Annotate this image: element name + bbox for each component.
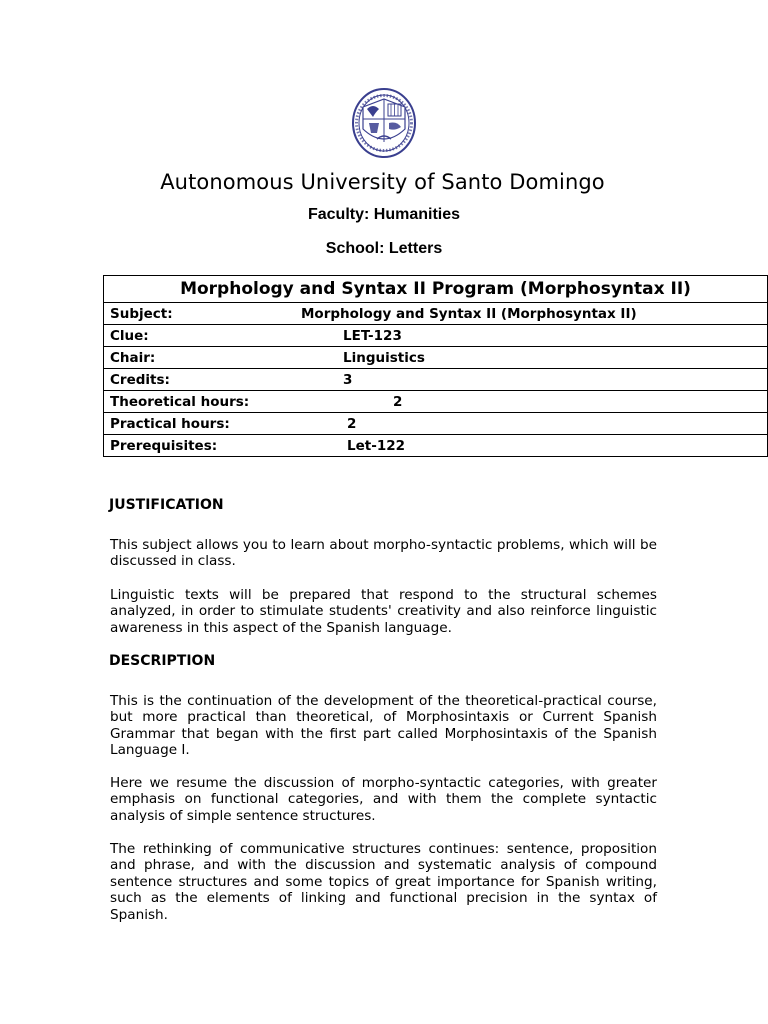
description-heading: DESCRIPTION: [109, 653, 216, 669]
row-value: Morphology and Syntax II (Morphosyntax II): [301, 306, 637, 322]
table-cell: [104, 391, 768, 413]
table-cell: [104, 413, 768, 435]
university-name-text: Autonomous University of Santo Domingo: [160, 170, 605, 194]
faculty-label: Faculty: Humanities: [307, 206, 461, 223]
justification-paragraph-1: This subject allows you to learn about morpho-syntactic problems, which will be discussed in class.: [110, 537, 657, 570]
table-cell: [104, 435, 768, 457]
university-name: [0, 170, 768, 194]
table-header-row: [104, 276, 768, 303]
description-paragraph-1: This is the continuation of the development of the theoretical-practical course, but more practical than theoretical, of Morphosintaxis or Current Spanish Grammar that began with the first part called Morphosintaxis of the Spanish Language I.: [110, 693, 657, 759]
table-cell: [104, 369, 768, 391]
table-row: [104, 435, 768, 457]
table-row: [104, 303, 768, 325]
row-value: Let-122: [347, 438, 405, 454]
row-value: Linguistics: [343, 350, 425, 366]
table-cell: [104, 303, 768, 325]
row-label: Chair:: [110, 349, 156, 366]
row-label: Credits:: [110, 371, 170, 388]
table-row: [104, 391, 768, 413]
table-row: [104, 347, 768, 369]
row-label: Prerequisites:: [110, 437, 218, 454]
row-label: Practical hours:: [110, 415, 230, 432]
row-label: Subject:: [110, 305, 173, 322]
row-value: 2: [393, 394, 403, 410]
row-value: 2: [347, 416, 357, 432]
description-paragraph-3: The rethinking of communicative structures continues: sentence, proposition and phrase, and with the discussion and systematic analysis of compound sentence structures and some topics of great importance for Spanish writing, such as the elements of linking and functional precision in the syntax of Spanish.: [110, 841, 657, 923]
program-info-table: [103, 275, 768, 457]
program-title: Morphology and Syntax II Program (Morphosyntax II): [104, 276, 768, 303]
table-row: [104, 369, 768, 391]
description-paragraph-2: Here we resume the discussion of morpho-syntactic categories, with greater emphasis on functional categories, and with them the complete syntactic analysis of simple sentence structures.: [110, 775, 657, 824]
row-label: Clue:: [110, 327, 149, 344]
row-value: LET-123: [343, 328, 402, 344]
table-row: [104, 325, 768, 347]
table-cell: [104, 325, 768, 347]
justification-paragraph-2: Linguistic texts will be prepared that respond to the structural schemes analyzed, in order to stimulate students' creativity and also reinforce linguistic awareness in this aspect of the Spanish language.: [110, 587, 657, 636]
row-value: 3: [343, 372, 353, 388]
table-cell: [104, 347, 768, 369]
table-row: [104, 413, 768, 435]
university-seal-icon: [351, 87, 417, 159]
row-label: Theoretical hours:: [110, 393, 250, 410]
justification-heading: JUSTIFICATION: [109, 497, 224, 513]
school-label: School: Letters: [325, 240, 443, 257]
